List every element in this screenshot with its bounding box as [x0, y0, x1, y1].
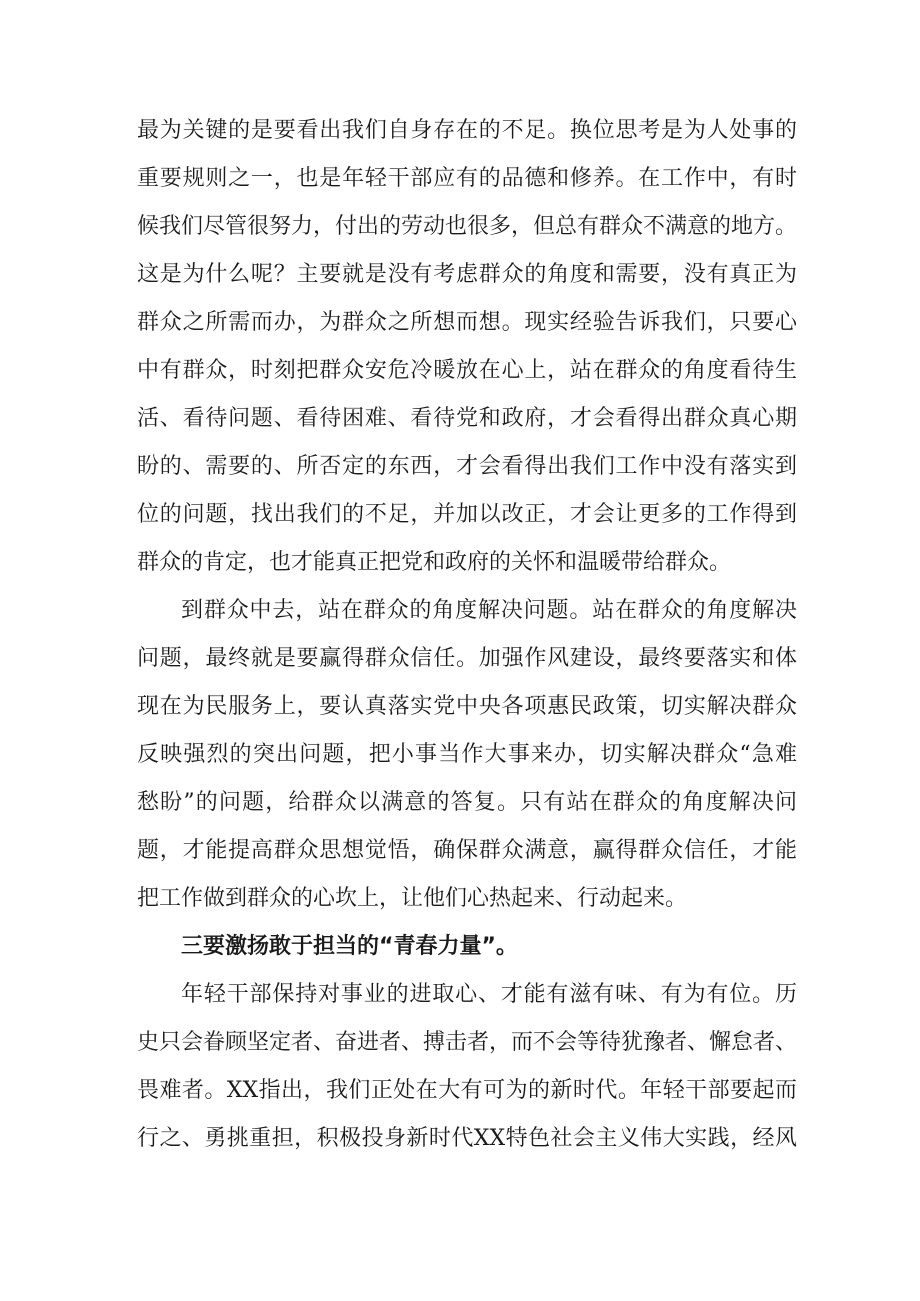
paragraph-2-line: 反映强烈的突出问题，把小事当作大事来办，切实解决群众“急难 — [137, 742, 797, 767]
paragraph-1-line: 盼的、需要的、所否定的东西，才会看得出我们工作中没有落实到 — [137, 454, 797, 479]
paragraph-1-line: 活、看待问题、看待困难、看待党和政府，才会看得出群众真心期 — [137, 406, 797, 431]
paragraph-2-line: 把工作做到群众的心坎上，让他们心热起来、行动起来。 — [137, 886, 688, 911]
paragraph-2-line: 到群众中去，站在群众的角度解决问题。站在群众的角度解决 — [181, 598, 797, 623]
paragraph-1-line: 群众之所需而办，为群众之所想而想。现实经验告诉我们，只要心 — [137, 310, 797, 335]
paragraph-2-line: 问题，最终就是要赢得群众信任。加强作风建设，最终要落实和体 — [137, 646, 797, 671]
paragraph-1-line: 重要规则之一，也是年轻干部应有的品德和修养。在工作中，有时 — [137, 166, 797, 191]
paragraph-3-line: 行之、勇挑重担，积极投身新时代XX特色社会主义伟大实践，经风 — [137, 1126, 797, 1151]
section-heading: 三要激扬敢于担当的“青春力量”。 — [181, 934, 518, 959]
paragraph-2-line: 现在为民服务上，要认真落实党中央各项惠民政策，切实解决群众 — [137, 694, 797, 719]
paragraph-1-line: 中有群众，时刻把群众安危冷暖放在心上，站在群众的角度看待生 — [137, 358, 797, 383]
paragraph-1-line: 这是为什么呢？主要就是没有考虑群众的角度和需要，没有真正为 — [137, 262, 797, 287]
paragraph-1-line: 最为关键的是要看出我们自身存在的不足。换位思考是为人处事的 — [137, 118, 797, 143]
paragraph-1-line: 位的问题，找出我们的不足，并加以改正，才会让更多的工作得到 — [137, 502, 797, 527]
paragraph-3-line: 年轻干部保持对事业的进取心、才能有滋有味、有为有位。历 — [181, 982, 797, 1007]
paragraph-3-line: 史只会眷顾坚定者、奋进者、搏击者，而不会等待犹豫者、懈怠者、 — [137, 1030, 798, 1055]
paragraph-2-line: 愁盼”的问题，给群众以满意的答复。只有站在群众的角度解决问 — [137, 790, 797, 815]
paragraph-1-line: 候我们尽管很努力，付出的劳动也很多，但总有群众不满意的地方。 — [137, 214, 798, 239]
paragraph-3-line: 畏难者。XX指出，我们正处在大有可为的新时代。年轻干部要起而 — [137, 1078, 797, 1103]
paragraph-2-line: 题，才能提高群众思想觉悟，确保群众满意，赢得群众信任，才能 — [137, 838, 797, 863]
paragraph-1-line: 群众的肯定，也才能真正把党和政府的关怀和温暖带给群众。 — [137, 550, 732, 575]
